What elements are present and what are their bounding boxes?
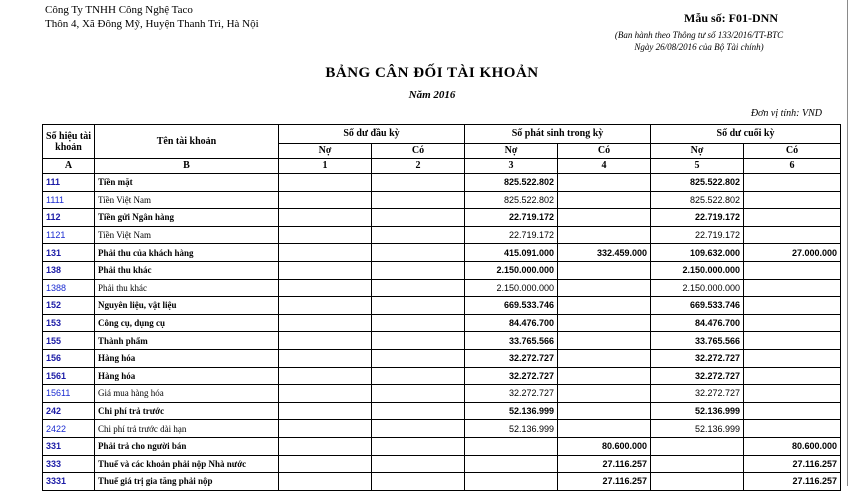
closing-credit — [744, 402, 841, 420]
account-name: Tiền Việt Nam — [95, 226, 279, 244]
closing-debit: 669.533.746 — [651, 297, 744, 315]
period-debit: 33.765.566 — [465, 332, 558, 350]
closing-credit: 27.000.000 — [744, 244, 841, 262]
opening-credit — [372, 191, 465, 209]
account-code: 1121 — [43, 226, 95, 244]
opening-credit — [372, 349, 465, 367]
col-index-4: 4 — [558, 159, 651, 174]
period-credit — [558, 174, 651, 192]
report-year: Năm 2016 — [408, 89, 456, 101]
form-note-line1: (Ban hành theo Thông tư số 133/2016/TT-BTC — [614, 30, 784, 40]
period-debit: 669.533.746 — [465, 297, 558, 315]
col-index-a: A — [43, 159, 95, 174]
account-name: Phải trả cho người bán — [95, 437, 279, 455]
period-credit — [558, 226, 651, 244]
account-name: Tiền Việt Nam — [95, 191, 279, 209]
closing-credit — [744, 349, 841, 367]
closing-credit: 80.600.000 — [744, 437, 841, 455]
opening-credit — [372, 402, 465, 420]
opening-credit — [372, 297, 465, 315]
header-account-code: Số hiệu tài khoản — [43, 125, 95, 159]
account-name: Hàng hóa — [95, 367, 279, 385]
table-row — [43, 244, 841, 262]
period-debit: 32.272.727 — [465, 367, 558, 385]
closing-debit: 32.272.727 — [651, 367, 744, 385]
table-row — [43, 261, 841, 279]
period-debit — [465, 455, 558, 473]
table-row — [43, 279, 841, 297]
account-name: Giá mua hàng hóa — [95, 385, 279, 403]
closing-debit: 52.136.999 — [651, 402, 744, 420]
account-code: 1561 — [43, 367, 95, 385]
period-credit — [558, 279, 651, 297]
account-name: Thành phẩm — [95, 332, 279, 350]
period-credit: 27.116.257 — [558, 455, 651, 473]
closing-debit — [651, 437, 744, 455]
closing-debit: 109.632.000 — [651, 244, 744, 262]
opening-credit — [372, 244, 465, 262]
account-name: Thuế và các khoản phải nộp Nhà nước — [95, 455, 279, 473]
closing-debit: 825.522.802 — [651, 191, 744, 209]
report-title: BẢNG CÂN ĐỐI TÀI KHOẢN — [325, 65, 539, 81]
opening-debit — [279, 332, 372, 350]
opening-debit — [279, 473, 372, 491]
opening-debit — [279, 314, 372, 332]
account-code: 131 — [43, 244, 95, 262]
table-row — [43, 209, 841, 227]
trial-balance-table — [42, 124, 841, 491]
account-name: Nguyên liệu, vật liệu — [95, 297, 279, 315]
col-index-3: 3 — [465, 159, 558, 174]
opening-credit — [372, 209, 465, 227]
opening-debit — [279, 297, 372, 315]
closing-debit: 2.150.000.000 — [651, 279, 744, 297]
closing-credit — [744, 332, 841, 350]
period-credit — [558, 261, 651, 279]
closing-debit: 84.476.700 — [651, 314, 744, 332]
period-debit: 2.150.000.000 — [465, 279, 558, 297]
table-body — [43, 174, 841, 491]
period-debit: 2.150.000.000 — [465, 261, 558, 279]
closing-credit — [744, 314, 841, 332]
period-debit: 84.476.700 — [465, 314, 558, 332]
opening-debit — [279, 367, 372, 385]
table-row — [43, 297, 841, 315]
closing-debit: 32.272.727 — [651, 349, 744, 367]
account-name: Tiền gửi Ngân hàng — [95, 209, 279, 227]
header-closing-credit: Có — [744, 144, 841, 159]
header-period-debit: Nợ — [465, 144, 558, 159]
header-opening-balance: Số dư đầu kỳ — [279, 125, 465, 144]
account-name: Chi phí trả trước — [95, 402, 279, 420]
account-name: Phải thu khác — [95, 279, 279, 297]
closing-debit: 33.765.566 — [651, 332, 744, 350]
closing-debit: 22.719.172 — [651, 209, 744, 227]
account-code: 156 — [43, 349, 95, 367]
table-row — [43, 402, 841, 420]
period-credit — [558, 209, 651, 227]
form-note-line2: Ngày 26/08/2016 của Bộ Tài chính) — [634, 42, 764, 52]
period-credit — [558, 420, 651, 438]
account-code: 138 — [43, 261, 95, 279]
opening-credit — [372, 226, 465, 244]
period-debit: 825.522.802 — [465, 174, 558, 192]
account-name: Phải thu của khách hàng — [95, 244, 279, 262]
col-index-6: 6 — [744, 159, 841, 174]
table-row — [43, 367, 841, 385]
company-address: Thôn 4, Xã Đông Mỹ, Huyện Thanh Trì, Hà Nội — [45, 18, 259, 30]
closing-credit: 27.116.257 — [744, 473, 841, 491]
period-credit — [558, 367, 651, 385]
table-row — [43, 349, 841, 367]
closing-debit — [651, 473, 744, 491]
closing-credit — [744, 261, 841, 279]
closing-credit — [744, 191, 841, 209]
account-code: 3331 — [43, 473, 95, 491]
period-debit — [465, 473, 558, 491]
account-code: 333 — [43, 455, 95, 473]
opening-credit — [372, 261, 465, 279]
account-code: 153 — [43, 314, 95, 332]
account-code: 242 — [43, 402, 95, 420]
closing-credit — [744, 226, 841, 244]
period-credit — [558, 191, 651, 209]
table-row — [43, 455, 841, 473]
opening-debit — [279, 226, 372, 244]
opening-credit — [372, 437, 465, 455]
header-period-movement: Số phát sinh trong kỳ — [465, 125, 651, 144]
header-period-credit: Có — [558, 144, 651, 159]
account-code: 155 — [43, 332, 95, 350]
opening-debit — [279, 261, 372, 279]
table-row — [43, 226, 841, 244]
period-credit: 80.600.000 — [558, 437, 651, 455]
account-name: Hàng hóa — [95, 349, 279, 367]
opening-credit — [372, 332, 465, 350]
period-debit: 52.136.999 — [465, 420, 558, 438]
period-credit — [558, 297, 651, 315]
account-code: 152 — [43, 297, 95, 315]
opening-debit — [279, 279, 372, 297]
table-row — [43, 473, 841, 491]
form-regulation-note — [599, 29, 799, 53]
opening-debit — [279, 349, 372, 367]
account-name: Thuế giá trị gia tăng phải nộp — [95, 473, 279, 491]
period-credit: 332.459.000 — [558, 244, 651, 262]
period-debit: 32.272.727 — [465, 385, 558, 403]
form-code: Mẫu số: F01-DNN — [684, 11, 778, 25]
opening-credit — [372, 279, 465, 297]
period-debit: 22.719.172 — [465, 209, 558, 227]
closing-debit: 32.272.727 — [651, 385, 744, 403]
closing-debit: 52.136.999 — [651, 420, 744, 438]
opening-credit — [372, 314, 465, 332]
account-name: Tiền mặt — [95, 174, 279, 192]
account-code: 1111 — [43, 191, 95, 209]
account-code: 2422 — [43, 420, 95, 438]
closing-credit: 27.116.257 — [744, 455, 841, 473]
closing-credit — [744, 367, 841, 385]
currency-unit: Đơn vị tính: VND — [750, 108, 822, 119]
period-debit — [465, 437, 558, 455]
header-opening-credit: Có — [372, 144, 465, 159]
period-debit: 22.719.172 — [465, 226, 558, 244]
table-row — [43, 314, 841, 332]
company-info — [45, 3, 259, 31]
header-closing-debit: Nợ — [651, 144, 744, 159]
table-row — [43, 437, 841, 455]
opening-credit — [372, 455, 465, 473]
closing-debit: 22.719.172 — [651, 226, 744, 244]
opening-debit — [279, 385, 372, 403]
opening-debit — [279, 455, 372, 473]
company-name: Công Ty TNHH Công Nghệ Taco — [45, 4, 193, 16]
period-debit: 32.272.727 — [465, 349, 558, 367]
closing-credit — [744, 174, 841, 192]
table-row — [43, 174, 841, 192]
closing-credit — [744, 385, 841, 403]
header-closing-balance: Số dư cuối kỳ — [651, 125, 841, 144]
opening-debit — [279, 191, 372, 209]
table-row — [43, 420, 841, 438]
period-credit — [558, 314, 651, 332]
opening-debit — [279, 437, 372, 455]
closing-debit: 2.150.000.000 — [651, 261, 744, 279]
opening-debit — [279, 244, 372, 262]
account-code: 111 — [43, 174, 95, 192]
closing-credit — [744, 279, 841, 297]
account-code: 331 — [43, 437, 95, 455]
opening-credit — [372, 420, 465, 438]
account-code: 1388 — [43, 279, 95, 297]
opening-credit — [372, 174, 465, 192]
opening-debit — [279, 402, 372, 420]
closing-credit — [744, 209, 841, 227]
period-credit: 27.116.257 — [558, 473, 651, 491]
opening-credit — [372, 367, 465, 385]
col-index-1: 1 — [279, 159, 372, 174]
opening-credit — [372, 385, 465, 403]
closing-debit: 825.522.802 — [651, 174, 744, 192]
period-credit — [558, 332, 651, 350]
period-debit: 415.091.000 — [465, 244, 558, 262]
header-opening-debit: Nợ — [279, 144, 372, 159]
opening-debit — [279, 174, 372, 192]
opening-debit — [279, 209, 372, 227]
account-code: 15611 — [43, 385, 95, 403]
period-credit — [558, 349, 651, 367]
period-credit — [558, 385, 651, 403]
col-index-5: 5 — [651, 159, 744, 174]
table-row — [43, 385, 841, 403]
period-debit: 52.136.999 — [465, 402, 558, 420]
col-index-2: 2 — [372, 159, 465, 174]
account-name: Phải thu khác — [95, 261, 279, 279]
table-row — [43, 191, 841, 209]
period-credit — [558, 402, 651, 420]
period-debit: 825.522.802 — [465, 191, 558, 209]
account-name: Chi phí trả trước dài hạn — [95, 420, 279, 438]
closing-credit — [744, 297, 841, 315]
opening-credit — [372, 473, 465, 491]
col-index-b: B — [95, 159, 279, 174]
opening-debit — [279, 420, 372, 438]
closing-debit — [651, 455, 744, 473]
header-account-name: Tên tài khoản — [95, 125, 279, 159]
closing-credit — [744, 420, 841, 438]
page-edge-line — [847, 0, 848, 486]
table-row — [43, 332, 841, 350]
account-name: Công cụ, dụng cụ — [95, 314, 279, 332]
account-code: 112 — [43, 209, 95, 227]
